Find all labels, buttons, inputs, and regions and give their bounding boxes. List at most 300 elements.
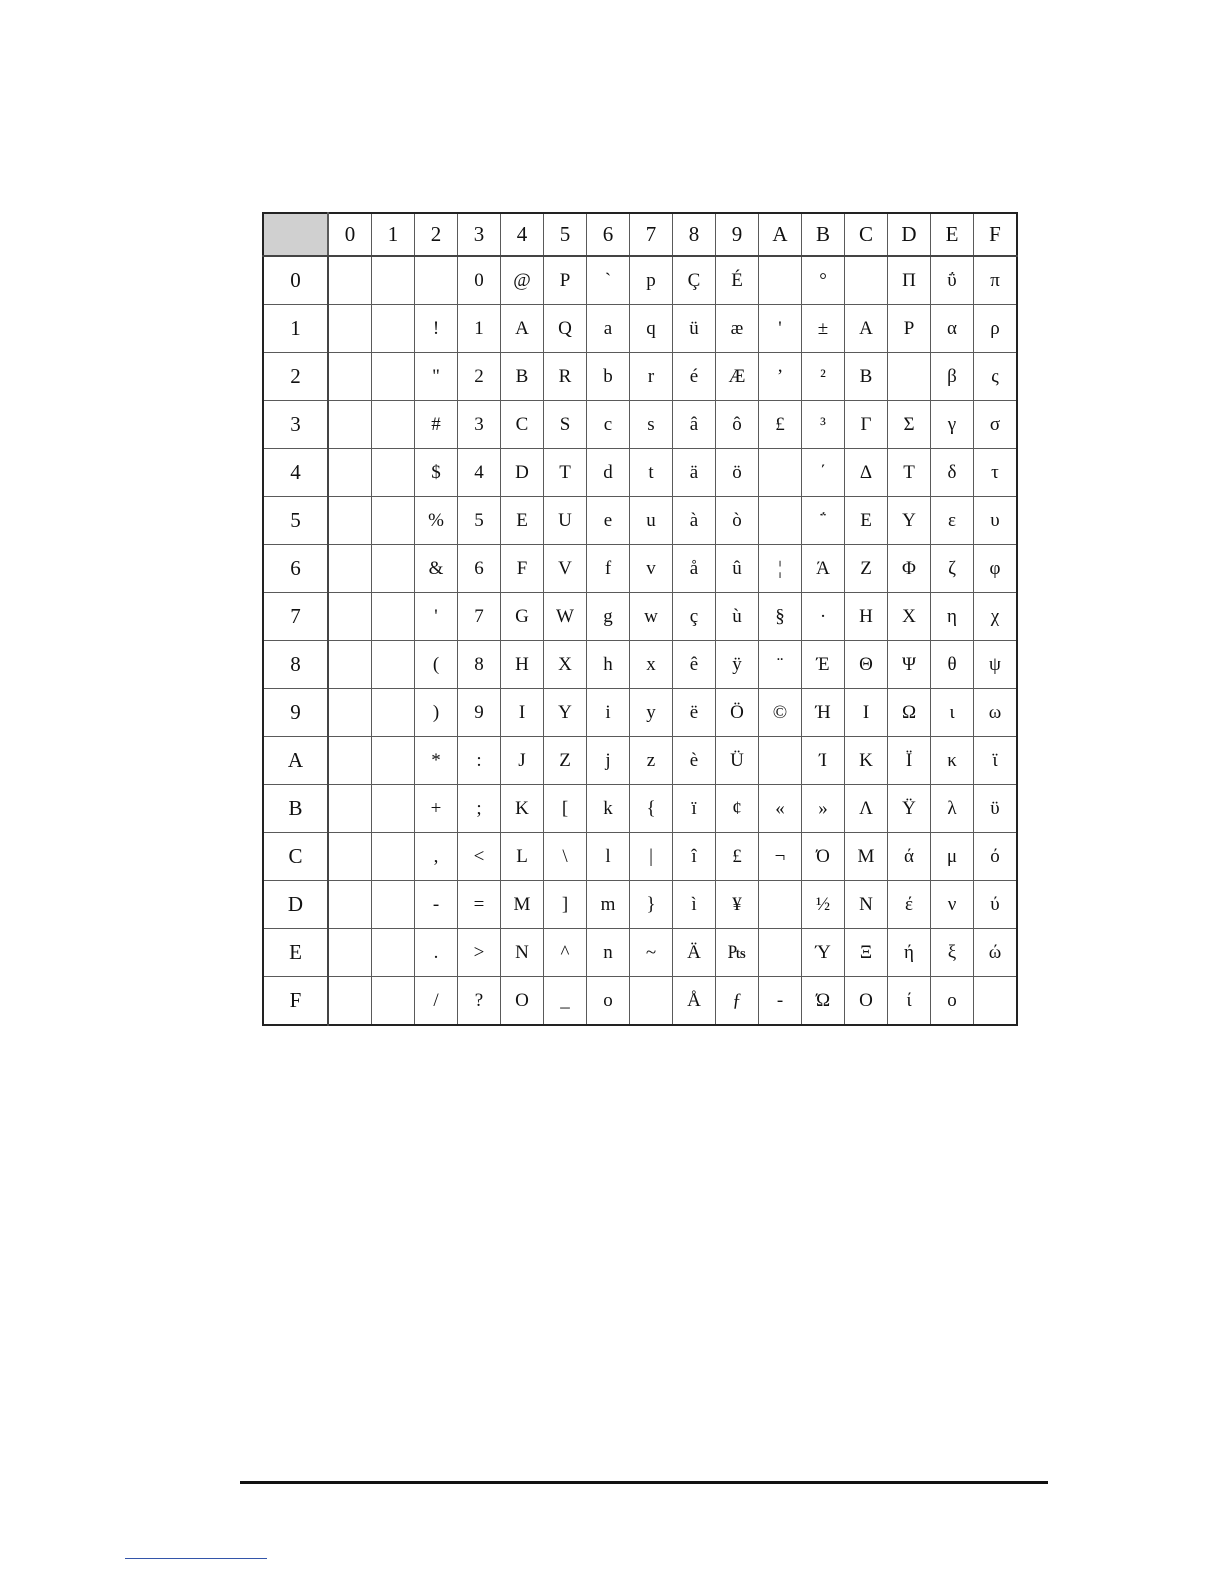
column-header-5: 5 (544, 213, 587, 256)
char-cell-EF: ώ (974, 929, 1018, 977)
char-cell-05: P (544, 256, 587, 305)
column-header-C: C (845, 213, 888, 256)
char-cell-2B: ² (802, 353, 845, 401)
char-cell-7F: χ (974, 593, 1018, 641)
footer-rule (240, 1481, 1048, 1484)
char-cell-19: æ (716, 305, 759, 353)
row-header-F: F (263, 977, 328, 1026)
char-cell-63: 6 (458, 545, 501, 593)
char-cell-D8: ì (673, 881, 716, 929)
char-cell-15: Q (544, 305, 587, 353)
char-cell-CF: ό (974, 833, 1018, 881)
char-cell-5B: ΅ (802, 497, 845, 545)
char-cell-2D (888, 353, 931, 401)
char-cell-09: É (716, 256, 759, 305)
char-cell-A2: * (415, 737, 458, 785)
char-cell-79: ù (716, 593, 759, 641)
char-cell-78: ç (673, 593, 716, 641)
char-cell-95: Y (544, 689, 587, 737)
char-cell-10 (328, 305, 372, 353)
char-cell-D4: M (501, 881, 544, 929)
char-cell-BF: ϋ (974, 785, 1018, 833)
char-cell-17: q (630, 305, 673, 353)
char-cell-E3: > (458, 929, 501, 977)
char-cell-BA: « (759, 785, 802, 833)
char-cell-6A: ¦ (759, 545, 802, 593)
char-cell-DB: ½ (802, 881, 845, 929)
table-row (263, 881, 1017, 929)
char-cell-43: 4 (458, 449, 501, 497)
char-cell-B1 (372, 785, 415, 833)
row-header-9: 9 (263, 689, 328, 737)
char-cell-9A: © (759, 689, 802, 737)
char-cell-98: ë (673, 689, 716, 737)
char-cell-F6: o (587, 977, 630, 1026)
char-cell-6E: ζ (931, 545, 974, 593)
char-cell-D7: } (630, 881, 673, 929)
char-cell-4F: τ (974, 449, 1018, 497)
char-cell-3D: Σ (888, 401, 931, 449)
char-cell-94: I (501, 689, 544, 737)
row-header-0: 0 (263, 256, 328, 305)
char-cell-59: ò (716, 497, 759, 545)
char-cell-83: 8 (458, 641, 501, 689)
row-header-B: B (263, 785, 328, 833)
char-cell-97: y (630, 689, 673, 737)
column-header-6: 6 (587, 213, 630, 256)
char-cell-40 (328, 449, 372, 497)
char-cell-D2: - (415, 881, 458, 929)
char-cell-E7: ~ (630, 929, 673, 977)
char-cell-31 (372, 401, 415, 449)
char-cell-30 (328, 401, 372, 449)
row-header-4: 4 (263, 449, 328, 497)
char-cell-FE: ο (931, 977, 974, 1026)
table-row (263, 737, 1017, 785)
char-cell-E8: Ä (673, 929, 716, 977)
column-header-4: 4 (501, 213, 544, 256)
char-cell-03: 0 (458, 256, 501, 305)
char-cell-AC: Κ (845, 737, 888, 785)
char-cell-55: U (544, 497, 587, 545)
char-cell-8E: θ (931, 641, 974, 689)
char-cell-46: d (587, 449, 630, 497)
char-cell-37: s (630, 401, 673, 449)
char-cell-C2: , (415, 833, 458, 881)
char-cell-34: C (501, 401, 544, 449)
char-cell-1C: Α (845, 305, 888, 353)
char-cell-2F: ς (974, 353, 1018, 401)
char-cell-E4: N (501, 929, 544, 977)
char-cell-B7: { (630, 785, 673, 833)
char-cell-87: x (630, 641, 673, 689)
char-cell-2E: β (931, 353, 974, 401)
char-cell-67: v (630, 545, 673, 593)
table-row (263, 641, 1017, 689)
column-header-E: E (931, 213, 974, 256)
char-cell-B6: k (587, 785, 630, 833)
char-cell-08: Ç (673, 256, 716, 305)
char-cell-01 (372, 256, 415, 305)
row-header-D: D (263, 881, 328, 929)
char-cell-C7: | (630, 833, 673, 881)
char-cell-41 (372, 449, 415, 497)
table-row (263, 305, 1017, 353)
char-cell-C0 (328, 833, 372, 881)
char-cell-6D: Φ (888, 545, 931, 593)
char-cell-5C: Ε (845, 497, 888, 545)
column-header-D: D (888, 213, 931, 256)
char-cell-ED: ή (888, 929, 931, 977)
char-cell-14: A (501, 305, 544, 353)
char-cell-E9: ₧ (716, 929, 759, 977)
table-row (263, 256, 1017, 305)
table-corner-cell (263, 213, 328, 256)
char-cell-0A (759, 256, 802, 305)
char-cell-1D: Ρ (888, 305, 931, 353)
char-cell-58: à (673, 497, 716, 545)
char-cell-CC: Μ (845, 833, 888, 881)
char-cell-C3: < (458, 833, 501, 881)
row-header-1: 1 (263, 305, 328, 353)
char-cell-22: " (415, 353, 458, 401)
table-row (263, 977, 1017, 1026)
row-header-A: A (263, 737, 328, 785)
char-cell-5F: υ (974, 497, 1018, 545)
char-cell-FC: Ο (845, 977, 888, 1026)
char-cell-C8: î (673, 833, 716, 881)
char-cell-62: & (415, 545, 458, 593)
char-cell-6C: Ζ (845, 545, 888, 593)
table-row (263, 497, 1017, 545)
char-cell-F5: _ (544, 977, 587, 1026)
char-cell-4C: Δ (845, 449, 888, 497)
char-cell-49: ö (716, 449, 759, 497)
char-cell-CE: μ (931, 833, 974, 881)
char-cell-44: D (501, 449, 544, 497)
char-cell-EA (759, 929, 802, 977)
char-cell-0D: Π (888, 256, 931, 305)
char-cell-6F: φ (974, 545, 1018, 593)
char-cell-23: 2 (458, 353, 501, 401)
char-cell-DD: έ (888, 881, 931, 929)
char-cell-0B: ° (802, 256, 845, 305)
char-cell-99: Ö (716, 689, 759, 737)
char-cell-57: u (630, 497, 673, 545)
char-cell-A1 (372, 737, 415, 785)
char-cell-8F: ψ (974, 641, 1018, 689)
char-cell-D6: m (587, 881, 630, 929)
row-header-8: 8 (263, 641, 328, 689)
char-cell-75: W (544, 593, 587, 641)
char-cell-27: r (630, 353, 673, 401)
footnote-rule (125, 1558, 267, 1559)
column-header-7: 7 (630, 213, 673, 256)
char-cell-A7: z (630, 737, 673, 785)
char-cell-7A: § (759, 593, 802, 641)
char-cell-AF: ϊ (974, 737, 1018, 785)
char-cell-74: G (501, 593, 544, 641)
char-cell-42: $ (415, 449, 458, 497)
column-header-row (263, 213, 1017, 256)
char-cell-47: t (630, 449, 673, 497)
char-cell-13: 1 (458, 305, 501, 353)
column-header-A: A (759, 213, 802, 256)
char-cell-04: @ (501, 256, 544, 305)
table-body (263, 256, 1017, 1025)
character-code-table (262, 212, 1018, 1026)
char-cell-32: # (415, 401, 458, 449)
char-cell-21 (372, 353, 415, 401)
char-cell-2A: ’ (759, 353, 802, 401)
char-cell-1F: ρ (974, 305, 1018, 353)
char-cell-AA (759, 737, 802, 785)
char-cell-4D: Τ (888, 449, 931, 497)
table-row (263, 449, 1017, 497)
char-cell-1E: α (931, 305, 974, 353)
char-cell-16: a (587, 305, 630, 353)
char-cell-70 (328, 593, 372, 641)
column-header-B: B (802, 213, 845, 256)
char-cell-B9: ¢ (716, 785, 759, 833)
char-cell-84: H (501, 641, 544, 689)
char-cell-72: ' (415, 593, 458, 641)
char-cell-07: p (630, 256, 673, 305)
char-cell-FB: Ώ (802, 977, 845, 1026)
char-cell-F3: ? (458, 977, 501, 1026)
char-cell-86: h (587, 641, 630, 689)
char-cell-F9: ƒ (716, 977, 759, 1026)
char-cell-5D: Υ (888, 497, 931, 545)
char-cell-8D: Ψ (888, 641, 931, 689)
char-cell-0F: π (974, 256, 1018, 305)
char-cell-11 (372, 305, 415, 353)
char-cell-68: å (673, 545, 716, 593)
char-cell-4A (759, 449, 802, 497)
char-cell-DE: ν (931, 881, 974, 929)
char-cell-B2: + (415, 785, 458, 833)
char-cell-06: ` (587, 256, 630, 305)
char-cell-DA (759, 881, 802, 929)
char-cell-48: ä (673, 449, 716, 497)
column-header-F: F (974, 213, 1018, 256)
row-header-2: 2 (263, 353, 328, 401)
char-cell-A3: : (458, 737, 501, 785)
char-cell-7B: · (802, 593, 845, 641)
char-cell-4B: ΄ (802, 449, 845, 497)
char-cell-25: R (544, 353, 587, 401)
char-cell-82: ( (415, 641, 458, 689)
char-cell-54: E (501, 497, 544, 545)
char-cell-A5: Z (544, 737, 587, 785)
char-cell-89: ÿ (716, 641, 759, 689)
table-row (263, 593, 1017, 641)
char-cell-9B: Ή (802, 689, 845, 737)
char-cell-96: i (587, 689, 630, 737)
char-cell-A4: J (501, 737, 544, 785)
char-cell-39: ô (716, 401, 759, 449)
char-cell-7D: Χ (888, 593, 931, 641)
row-header-7: 7 (263, 593, 328, 641)
char-cell-AB: Ί (802, 737, 845, 785)
char-cell-FF (974, 977, 1018, 1026)
char-cell-12: ! (415, 305, 458, 353)
char-cell-C1 (372, 833, 415, 881)
table-row (263, 689, 1017, 737)
char-cell-F8: Å (673, 977, 716, 1026)
char-cell-A8: è (673, 737, 716, 785)
char-cell-D0 (328, 881, 372, 929)
char-cell-38: â (673, 401, 716, 449)
char-cell-F7 (630, 977, 673, 1026)
char-cell-FA: - (759, 977, 802, 1026)
column-header-1: 1 (372, 213, 415, 256)
char-cell-3A: £ (759, 401, 802, 449)
char-cell-EC: Ξ (845, 929, 888, 977)
char-cell-BC: Λ (845, 785, 888, 833)
char-cell-9C: Ι (845, 689, 888, 737)
char-cell-00 (328, 256, 372, 305)
char-cell-E0 (328, 929, 372, 977)
char-cell-71 (372, 593, 415, 641)
char-cell-20 (328, 353, 372, 401)
char-cell-B0 (328, 785, 372, 833)
char-cell-56: e (587, 497, 630, 545)
char-cell-3C: Γ (845, 401, 888, 449)
char-cell-C5: \ (544, 833, 587, 881)
char-cell-F0 (328, 977, 372, 1026)
char-cell-D5: ] (544, 881, 587, 929)
char-cell-35: S (544, 401, 587, 449)
char-cell-9E: ι (931, 689, 974, 737)
char-cell-66: f (587, 545, 630, 593)
char-cell-D3: = (458, 881, 501, 929)
char-cell-BD: Ϋ (888, 785, 931, 833)
char-cell-9D: Ω (888, 689, 931, 737)
char-cell-69: û (716, 545, 759, 593)
char-cell-1B: ± (802, 305, 845, 353)
char-cell-02 (415, 256, 458, 305)
char-cell-0C (845, 256, 888, 305)
char-cell-73: 7 (458, 593, 501, 641)
char-cell-3E: γ (931, 401, 974, 449)
char-cell-A0 (328, 737, 372, 785)
table-row (263, 785, 1017, 833)
char-cell-6B: Ά (802, 545, 845, 593)
char-cell-53: 5 (458, 497, 501, 545)
char-cell-80 (328, 641, 372, 689)
char-cell-8B: Έ (802, 641, 845, 689)
table-row (263, 929, 1017, 977)
char-cell-B8: ï (673, 785, 716, 833)
char-cell-7E: η (931, 593, 974, 641)
char-cell-B5: [ (544, 785, 587, 833)
row-header-5: 5 (263, 497, 328, 545)
column-header-2: 2 (415, 213, 458, 256)
column-header-0: 0 (328, 213, 372, 256)
char-cell-F2: / (415, 977, 458, 1026)
char-cell-DC: Ν (845, 881, 888, 929)
table-row (263, 353, 1017, 401)
char-cell-E6: n (587, 929, 630, 977)
char-cell-4E: δ (931, 449, 974, 497)
char-cell-FD: ί (888, 977, 931, 1026)
char-cell-F1 (372, 977, 415, 1026)
char-cell-E2: . (415, 929, 458, 977)
char-cell-51 (372, 497, 415, 545)
char-cell-DF: ύ (974, 881, 1018, 929)
row-header-3: 3 (263, 401, 328, 449)
char-cell-92: ) (415, 689, 458, 737)
row-header-6: 6 (263, 545, 328, 593)
char-cell-60 (328, 545, 372, 593)
char-cell-D1 (372, 881, 415, 929)
char-cell-90 (328, 689, 372, 737)
char-cell-CB: Ό (802, 833, 845, 881)
char-cell-AD: Ϊ (888, 737, 931, 785)
char-cell-45: T (544, 449, 587, 497)
char-cell-A6: j (587, 737, 630, 785)
char-cell-5A (759, 497, 802, 545)
char-cell-E5: ^ (544, 929, 587, 977)
char-cell-A9: Ü (716, 737, 759, 785)
char-cell-C6: l (587, 833, 630, 881)
column-header-3: 3 (458, 213, 501, 256)
char-cell-EE: ξ (931, 929, 974, 977)
char-cell-7C: Η (845, 593, 888, 641)
char-cell-BE: λ (931, 785, 974, 833)
char-cell-77: w (630, 593, 673, 641)
char-cell-0E: ΰ (931, 256, 974, 305)
char-cell-CA: ¬ (759, 833, 802, 881)
table-row (263, 545, 1017, 593)
char-cell-5E: ε (931, 497, 974, 545)
char-cell-8C: Θ (845, 641, 888, 689)
char-cell-91 (372, 689, 415, 737)
char-cell-1A: ' (759, 305, 802, 353)
char-cell-BB: » (802, 785, 845, 833)
table-row (263, 833, 1017, 881)
row-header-C: C (263, 833, 328, 881)
char-cell-3F: σ (974, 401, 1018, 449)
char-cell-52: % (415, 497, 458, 545)
row-header-E: E (263, 929, 328, 977)
char-cell-E1 (372, 929, 415, 977)
char-cell-61 (372, 545, 415, 593)
char-cell-29: Æ (716, 353, 759, 401)
char-cell-8A: ¨ (759, 641, 802, 689)
char-cell-C9: £ (716, 833, 759, 881)
char-cell-24: B (501, 353, 544, 401)
char-cell-B3: ; (458, 785, 501, 833)
char-cell-85: X (544, 641, 587, 689)
table-row (263, 401, 1017, 449)
char-cell-65: V (544, 545, 587, 593)
char-cell-50 (328, 497, 372, 545)
char-cell-F4: O (501, 977, 544, 1026)
char-cell-AE: κ (931, 737, 974, 785)
column-header-8: 8 (673, 213, 716, 256)
char-cell-18: ü (673, 305, 716, 353)
char-cell-CD: ά (888, 833, 931, 881)
char-cell-D9: ¥ (716, 881, 759, 929)
char-cell-93: 9 (458, 689, 501, 737)
char-cell-76: g (587, 593, 630, 641)
char-cell-81 (372, 641, 415, 689)
char-cell-64: F (501, 545, 544, 593)
char-cell-9F: ω (974, 689, 1018, 737)
char-cell-3B: ³ (802, 401, 845, 449)
